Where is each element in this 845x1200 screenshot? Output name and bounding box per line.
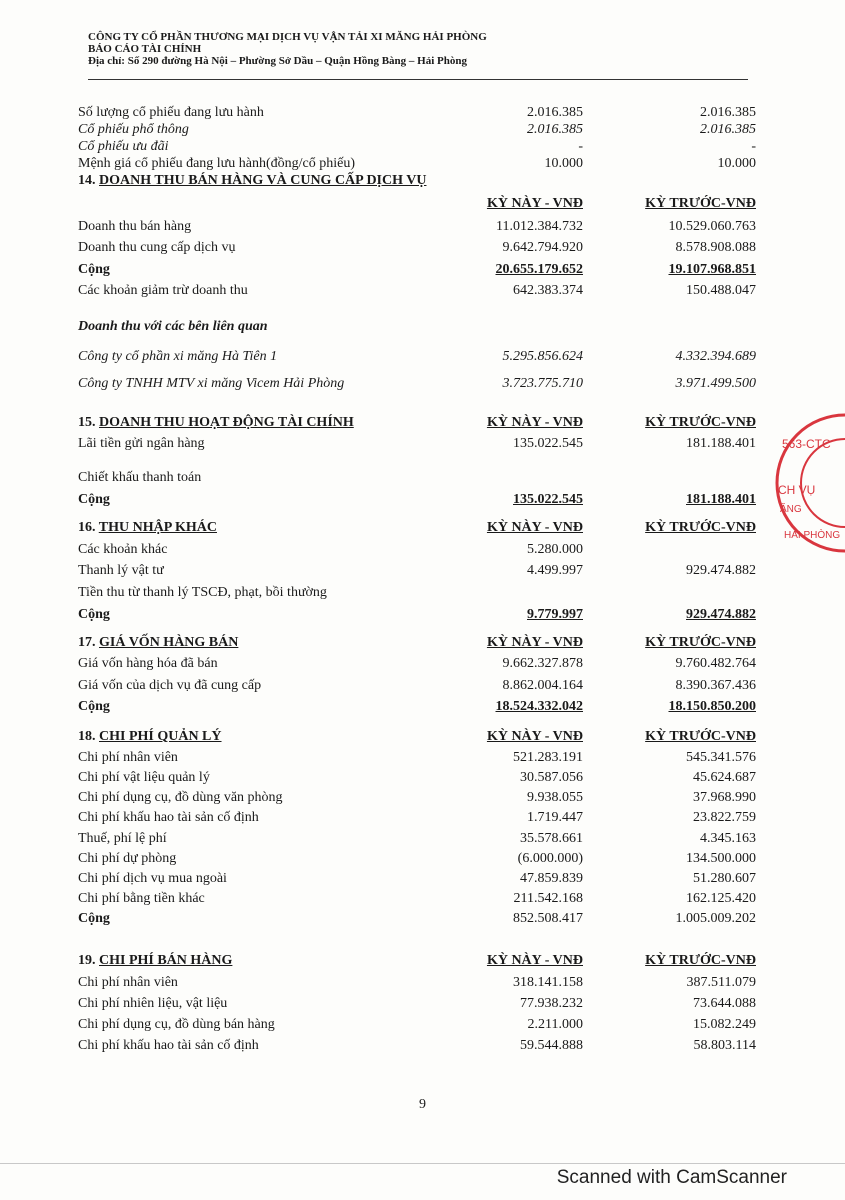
table-row: Giá vốn của dịch vụ đã cung cấp 8.862.004.164 8.390.367.436 [78,678,756,693]
column-header-current: KỲ NÀY - VNĐ [486,635,583,650]
column-header-prior: KỲ TRƯỚC-VNĐ [645,196,756,211]
section-17-total-row: Cộng 18.524.332.042 18.150.850.200 [78,699,756,714]
column-header-prior: KỲ TRƯỚC-VNĐ [645,953,756,968]
related-parties-heading: Doanh thu với các bên liên quan [78,319,268,334]
header-divider [88,79,748,80]
section-title: GIÁ VỐN HÀNG BÁN [99,635,239,650]
table-row: Doanh thu bán hàng 11.012.384.732 10.529.060.763 [78,219,756,234]
section-title: DOANH THU BÁN HÀNG VÀ CUNG CẤP DỊCH VỤ [99,173,427,188]
section-17-heading [78,633,758,653]
section-14-total-row: Cộng 20.655.179.652 19.107.968.851 [78,262,756,277]
table-row: Thuế, phí lệ phí 35.578.661 4.345.163 [78,831,756,846]
section-number: 19. [78,953,96,968]
section-title: CHI PHÍ QUẢN LÝ [99,729,222,744]
section-18-total-row: Cộng 852.508.417 1.005.009.202 [78,911,756,926]
column-header-current: KỲ NÀY - VNĐ [486,196,583,211]
table-row: Chi phí dụng cụ, đồ dùng văn phòng 9.938.055 37.968.990 [78,790,756,805]
column-header-current: KỲ NÀY - VNĐ [486,415,583,430]
value-prior: 10.000 [717,156,756,171]
column-header-current: KỲ NÀY - VNĐ [486,953,583,968]
value-prior: 2.016.385 [700,105,756,120]
table-row: Giá vốn hàng hóa đã bán 9.662.327.878 9.760.482.764 [78,656,756,671]
table-row: Doanh thu cung cấp dịch vụ 9.642.794.920 8.578.908.088 [78,240,756,255]
section-title: CHI PHÍ BÁN HÀNG [99,953,233,968]
table-row: Tiền thu từ thanh lý TSCĐ, phạt, bồi thường [78,585,327,600]
table-row: Thanh lý vật tư 4.499.997 929.474.882 [78,563,756,578]
value-current: - [578,139,583,154]
table-row: Chi phí dụng cụ, đồ dùng bán hàng 2.211.000 15.082.249 [78,1017,756,1032]
section-number: 18. [78,729,96,744]
section-number: 15. [78,415,96,430]
table-row: Chi phí nhân viên 521.283.191 545.341.576 [78,750,756,765]
svg-text:CH VỤ: CH VỤ [778,483,816,497]
column-header-prior: KỲ TRƯỚC-VNĐ [645,729,756,744]
section-title: THU NHẬP KHÁC [98,520,217,535]
table-row: Chi phí dự phòng (6.000.000) 134.500.000 [78,851,756,866]
revenue-deductions-row: Các khoản giảm trừ doanh thu 642.383.374 150.488.047 [78,283,756,298]
section-number: 16. [78,520,96,535]
table-row: Chiết khấu thanh toán [78,470,202,485]
row-label: Mệnh giá cổ phiếu đang lưu hành(đồng/cổ phiếu) [78,156,356,171]
section-14-heading [78,171,758,191]
table-row: Lãi tiền gửi ngân hàng 135.022.545 181.188.401 [78,436,756,451]
table-row: Các khoản khác 5.280.000 [78,542,583,557]
section-15-total-row: Cộng 135.022.545 181.188.401 [78,492,756,507]
section-19-heading [78,951,758,971]
table-row: Công ty cổ phần xi măng Hà Tiên 1 5.295.856.624 4.332.394.689 [78,349,756,364]
row-label: Số lượng cổ phiếu đang lưu hành [78,105,264,120]
company-name: CÔNG TY CỔ PHẦN THƯƠNG MẠI DỊCH VỤ VẬN TẢI XI MĂNG HẢI PHÒNG [88,31,487,43]
section-number: 17. [78,635,96,650]
row-label: Cổ phiếu ưu đãi [78,139,169,154]
section-16-heading [78,518,758,538]
value-current: 10.000 [544,156,583,171]
section-18-heading [78,727,758,747]
value-current: 2.016.385 [527,105,583,120]
column-header-prior: KỲ TRƯỚC-VNĐ [645,635,756,650]
svg-text:HẢI PHÒNG: HẢI PHÒNG [784,530,841,541]
section-16-total-row: Cộng 9.779.997 929.474.882 [78,607,756,622]
footer-divider [0,1163,845,1164]
page-number: 9 [419,1097,426,1112]
table-row: Công ty TNHH MTV xi măng Vicem Hải Phòng 3.723.775.710 3.971.499.500 [78,376,756,391]
table-row: Chi phí dịch vụ mua ngoài 47.859.839 51.280.607 [78,871,756,886]
column-header-prior: KỲ TRƯỚC-VNĐ [645,415,756,430]
document-header [88,31,748,67]
report-title: BÁO CÁO TÀI CHÍNH [88,43,202,55]
value-prior: - [751,139,756,154]
section-number: 14. [78,173,96,188]
table-row: Chi phí nhân viên 318.141.158 387.511.079 [78,975,756,990]
column-header-prior: KỲ TRƯỚC-VNĐ [645,520,756,535]
table-row: Chi phí khấu hao tài sản cố định 59.544.888 58.803.114 [78,1038,756,1053]
value-prior: 2.016.385 [700,122,756,137]
section-14-column-headers [78,194,758,214]
scanner-watermark: Scanned with CamScanner [556,1167,787,1188]
column-header-current: KỲ NÀY - VNĐ [486,729,583,744]
svg-text:563-CTC: 563-CTC [782,437,831,451]
table-row: Chi phí nhiên liệu, vật liệu 77.938.232 73.644.088 [78,996,756,1011]
section-15-heading [78,413,758,433]
table-row: Chi phí khấu hao tài sản cố định 1.719.447 23.822.759 [78,810,756,825]
company-address: Địa chỉ: Số 290 đường Hà Nội – Phường Sở Dầu – Quận Hồng Bàng – Hải Phòng [88,55,467,67]
value-current: 2.016.385 [527,122,583,137]
table-row: Chi phí vật liệu quản lý 30.587.056 45.624.687 [78,770,756,785]
column-header-current: KỲ NÀY - VNĐ [486,520,583,535]
company-seal-stamp [770,408,845,558]
table-row: Chi phí bằng tiền khác 211.542.168 162.125.420 [78,891,756,906]
section-title: DOANH THU HOẠT ĐỘNG TÀI CHÍNH [99,415,354,430]
row-label: Cổ phiếu phổ thông [78,122,189,137]
svg-text:ĂNG: ĂNG [780,504,802,515]
